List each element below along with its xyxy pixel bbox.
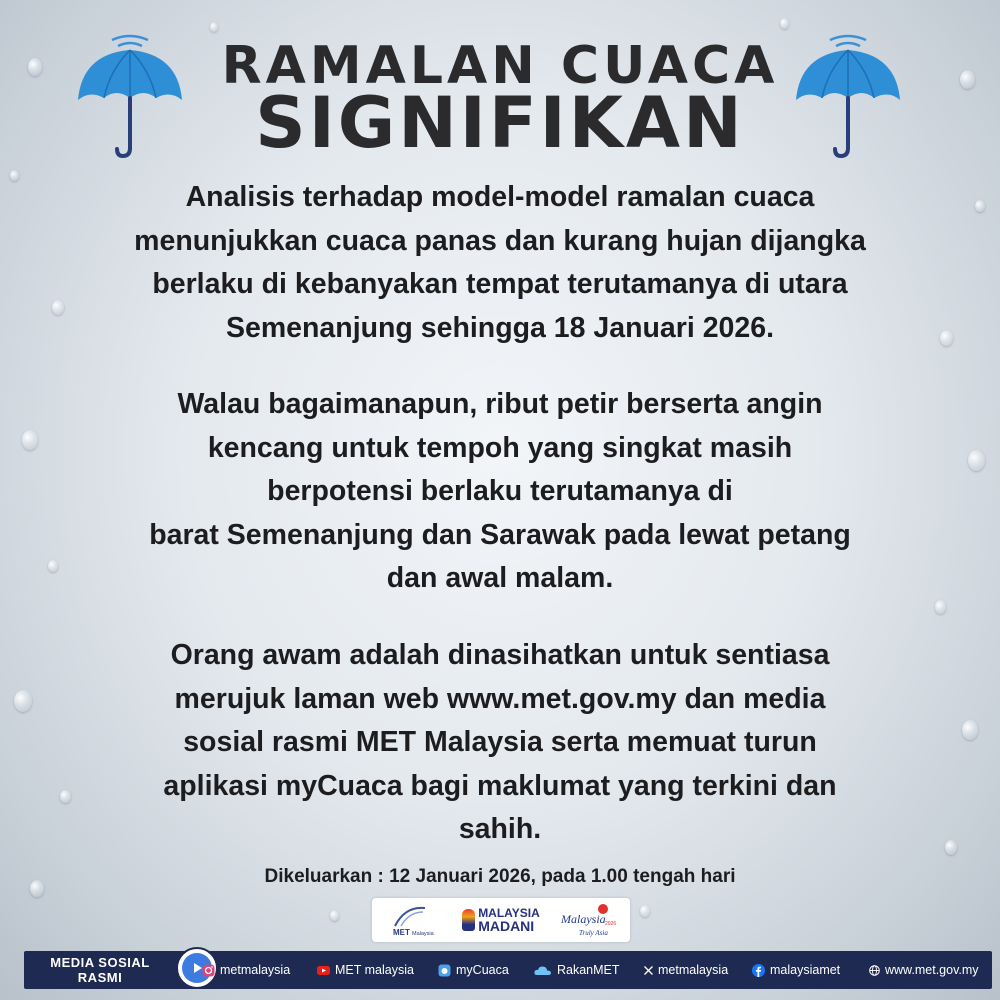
paragraph-line: Analisis terhadap model-model ramalan cuaca <box>185 181 815 213</box>
social-link-text: malaysiamet <box>770 963 841 977</box>
social-media-footer <box>24 951 992 989</box>
paragraph-advisory <box>40 634 960 852</box>
paragraph-line: Orang awam adalah dinasihatkan untuk sentiasa <box>170 639 830 671</box>
social-link-rakanmet[interactable] <box>534 963 620 977</box>
globe-icon <box>869 965 880 976</box>
social-link-text: metmalaysia <box>220 963 291 977</box>
paragraph-line: berpotensi berlaku terutamanya di <box>267 475 733 507</box>
footer-label-line1: MEDIA SOSIAL <box>50 955 150 970</box>
social-link-text: MET malaysia <box>335 963 414 977</box>
social-link-x[interactable] <box>644 963 728 977</box>
x-icon <box>644 966 653 975</box>
footer-label-line2: RASMI <box>77 970 123 985</box>
rakanmet-icon <box>534 964 552 977</box>
paragraph-line: sahih. <box>458 813 542 845</box>
social-link-text: www.met.gov.my <box>885 963 979 977</box>
social-link-text: RakanMET <box>557 963 620 977</box>
paragraph-line: Walau bagaimanapun, ribut petir berserta angin <box>177 388 823 420</box>
svg-text:Malaysia: Malaysia <box>560 912 606 926</box>
social-link-website[interactable] <box>869 963 979 977</box>
partner-logos <box>372 898 630 942</box>
paragraph-line: kencang untuk tempoh yang singkat masih <box>207 431 793 464</box>
issued-date: Dikeluarkan : 12 Januari 2026, pada 1.00 tengah hari <box>264 866 736 887</box>
paragraph-line: dan awal malam. <box>386 562 614 594</box>
social-link-text: myCuaca <box>456 963 509 977</box>
social-link-text: metmalaysia <box>658 963 729 977</box>
svg-text:2026: 2026 <box>604 921 616 927</box>
paragraph-line: merujuk laman web www.met.gov.my dan media <box>174 682 826 715</box>
social-link-youtube[interactable] <box>317 963 414 977</box>
paragraph-thunderstorm <box>40 383 960 601</box>
paragraph-line: berlaku di kebanyakan tempat terutamanya di utara <box>152 268 848 300</box>
paragraph-line: barat Semenanjung dan Sarawak pada lewat petang <box>149 518 851 551</box>
madani-text-top: MALAYSIA <box>478 906 540 920</box>
madani-mark-icon <box>462 909 475 931</box>
paragraph-line: aplikasi myCuaca bagi maklumat yang terkini dan <box>163 769 837 802</box>
paragraph-line: Semenanjung sehingga 18 Januari 2026. <box>225 311 775 344</box>
paragraph-line: sosial rasmi MET Malaysia serta memuat turun <box>183 726 817 758</box>
social-link-instagram[interactable] <box>202 963 290 977</box>
page-title-line2: SIGNIFIKAN <box>255 82 745 164</box>
facebook-icon <box>752 964 765 977</box>
social-link-mycuaca[interactable] <box>438 963 509 977</box>
mycuaca-icon <box>438 964 451 977</box>
met-malaysia-logo <box>381 902 443 938</box>
madani-text-bottom: MADANI <box>478 918 535 934</box>
footer-label <box>30 955 170 985</box>
social-link-facebook[interactable] <box>752 963 840 977</box>
instagram-icon <box>202 964 215 977</box>
youtube-icon <box>317 964 330 977</box>
svg-text:Malaysia: Malaysia <box>412 931 435 937</box>
svg-text:Truly Asia: Truly Asia <box>578 929 608 937</box>
svg-text:MET: MET <box>393 928 411 937</box>
paragraph-forecast <box>40 176 960 350</box>
paragraph-line: menunjukkan cuaca panas dan kurang hujan dijangka <box>134 224 866 257</box>
malaysia-madani-logo <box>462 907 540 933</box>
visit-malaysia-logo <box>559 901 621 939</box>
page-title-line1: RAMALAN CUACA <box>221 36 779 96</box>
